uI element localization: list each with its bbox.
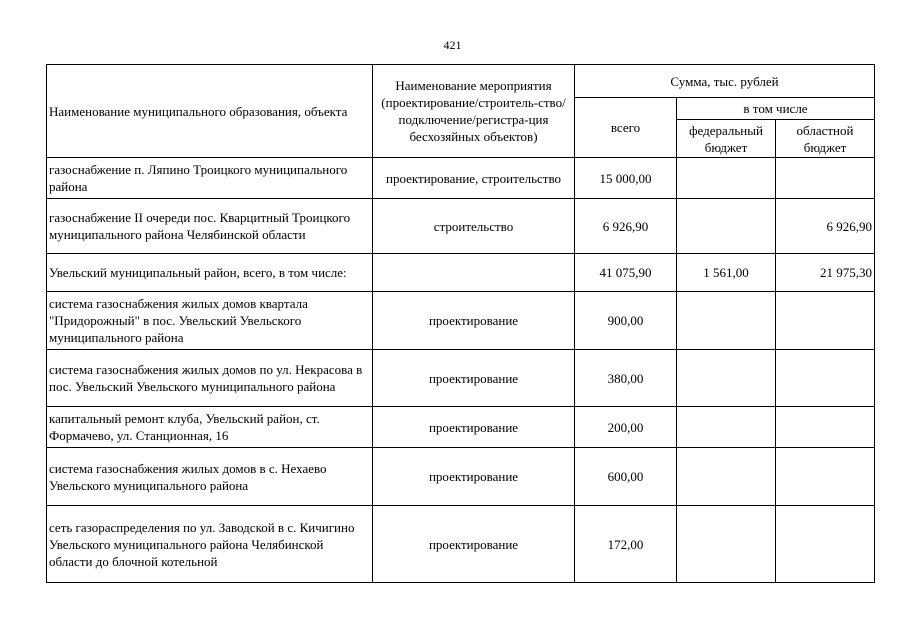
event-type: проектирование, строительство [373, 158, 575, 199]
table-row [47, 350, 875, 407]
table-row [47, 254, 875, 292]
regional-amount [776, 350, 875, 407]
total-amount: 172,00 [575, 506, 677, 583]
event-type: проектирование [373, 350, 575, 407]
regional-amount [776, 292, 875, 350]
page-number: 421 [443, 38, 462, 52]
total-amount: 41 075,90 [575, 254, 677, 292]
table-row [47, 506, 875, 583]
federal-amount [677, 448, 776, 506]
regional-amount: 6 926,90 [776, 199, 875, 254]
object-name: система газоснабжения жилых домов по ул. Некрасова в пос. Увельский Увельского муниципального района [47, 350, 373, 407]
federal-amount: 1 561,00 [677, 254, 776, 292]
header-name: Наименование муниципального образования, объекта [47, 65, 373, 158]
event-type [373, 254, 575, 292]
total-amount: 380,00 [575, 350, 677, 407]
header-federal: федеральный бюджет [677, 120, 776, 158]
federal-amount [677, 506, 776, 583]
total-amount: 6 926,90 [575, 199, 677, 254]
federal-amount [677, 292, 776, 350]
object-name: газоснабжение п. Ляпино Троицкого муниципального района [47, 158, 373, 199]
header-regional: областной бюджет [776, 120, 875, 158]
event-type: проектирование [373, 407, 575, 448]
federal-amount [677, 350, 776, 407]
total-amount: 200,00 [575, 407, 677, 448]
regional-amount [776, 158, 875, 199]
federal-amount [677, 407, 776, 448]
header-event: Наименование мероприятия (проектирование/строитель-ство/подключение/регистра-ция бесхозяйных объектов) [373, 65, 575, 158]
budget-table [46, 64, 875, 583]
header-including: в том числе [677, 98, 875, 120]
regional-amount: 21 975,30 [776, 254, 875, 292]
object-name: система газоснабжения жилых домов в с. Нехаево Увельского муниципального района [47, 448, 373, 506]
header-sum: Сумма, тыс. рублей [575, 65, 875, 98]
object-name: капитальный ремонт клуба, Увельский район, ст. Формачево, ул. Станционная, 16 [47, 407, 373, 448]
object-name: система газоснабжения жилых домов квартала "Придорожный" в пос. Увельский Увельского муниципального района [47, 292, 373, 350]
table-row [47, 199, 875, 254]
regional-amount [776, 506, 875, 583]
event-type: проектирование [373, 448, 575, 506]
object-name: Увельский муниципальный район, всего, в том числе: [47, 254, 373, 292]
event-type: проектирование [373, 506, 575, 583]
regional-amount [776, 407, 875, 448]
federal-amount [677, 158, 776, 199]
federal-amount [677, 199, 776, 254]
total-amount: 15 000,00 [575, 158, 677, 199]
total-amount: 900,00 [575, 292, 677, 350]
object-name: газоснабжение II очереди пос. Кварцитный Троицкого муниципального района Челябинской области [47, 199, 373, 254]
header-row [47, 65, 875, 98]
table-row [47, 158, 875, 199]
table-row [47, 407, 875, 448]
regional-amount [776, 448, 875, 506]
table-row [47, 292, 875, 350]
header-total: всего [575, 98, 677, 158]
object-name: сеть газораспределения по ул. Заводской в с. Кичигино Увельского муниципального района Челябинской области до блочной котельной [47, 506, 373, 583]
event-type: строительство [373, 199, 575, 254]
total-amount: 600,00 [575, 448, 677, 506]
table-row [47, 448, 875, 506]
event-type: проектирование [373, 292, 575, 350]
